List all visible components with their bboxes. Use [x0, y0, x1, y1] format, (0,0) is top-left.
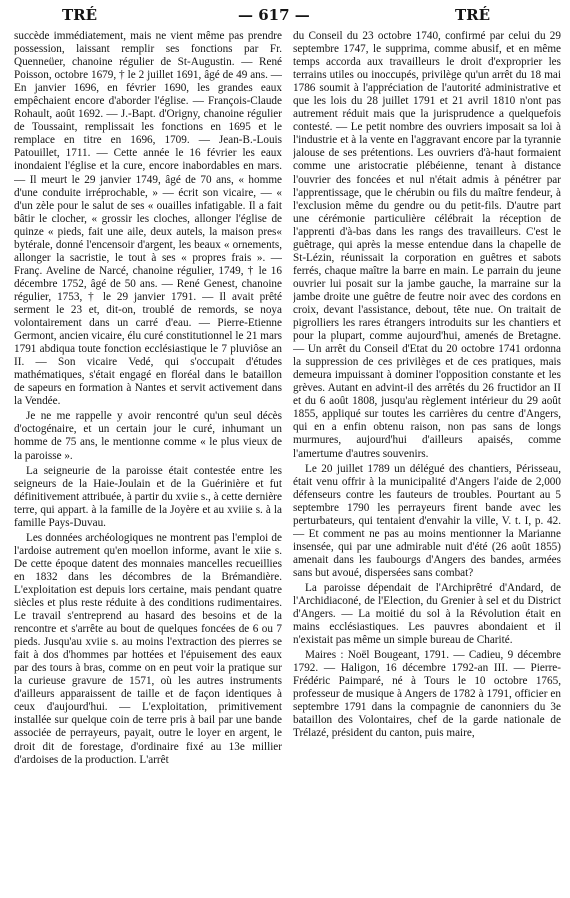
paragraph: Maires : Noël Bougeant, 1791. — Cadieu, 9 décembre 1792. — Haligon, 16 décembre 1792-an III. — Pierre-Frédéric Paimparé, né à Tours le 10 octobre 1765, professeur de musique à Angers de 1782 à 1791, officier en septembre 1791 dans la compagnie de canonniers du 3e bataillon des Volontaires, chef de la garde nationale de Trélazé, président du canton, puis maire, — [293, 649, 561, 740]
left-column — [14, 30, 282, 890]
page-number: — 617 — — [238, 6, 310, 24]
page-header — [0, 6, 570, 28]
right-column — [293, 30, 561, 890]
header-left-word: TRÉ — [62, 6, 98, 24]
paragraph: Le 20 juillet 1789 un délégué des chantiers, Périsseau, était venu offrir à la municipalité d'Angers l'aide de 2,000 défenseurs contre les fauteurs de troubles. Pourtant au 5 septembre 1790 les perrayeurs firent bande avec les perturbateurs, qui tentaient d'envahir la ville, V. t. I, p. 42. — Et comment ne pas au moins mentionner la Marianne insensée, qui par une admirable nuit d'été (26 août 1855) amenait dans les faubourgs d'Angers des bandes, armées sans but avoué, dispersées sans combat? — [293, 462, 561, 579]
paragraph: succède immédiatement, mais ne vient même pas prendre possession, laissant remplir ses fonctions par Fr. Quenneüer, chanoine régulier de St-Augustin. — René Poisson, octobre 1679, † le 2 juillet 1691, âgé de 49 ans. — En janvier 1696, en février 1690, les grandes eaux empêchaient encore d'aborder l'église. — François-Claude Rohault, août 1692. — J.-Bapt. d'Origny, chanoine régulier de Toussaint, remplissait les fonctions en 1695 et le remplace en titre en 1696, 1709. — Jean-B.-Louis Patouillet, 1711. — Cette année le 16 février les eaux inondaient l'église et la cure, encore inabordables en mars. — Il meurt le 29 janvier 1749, âgé de 70 ans, « homme d'une conduite irréprochable, » — écrit son vicaire, — « d'un zèle pour le salut de ses « ouailles infatigable. Il a fait bâtir le clocher, « grossir les cloches, allonger l'église de quinze « pieds, fait une aile, deux autels, la maison pres« bytérale, donné l'encensoir d'argent, les beaux « ornements, allonger la sacristie, le tout à ses « propres frais ». — Franç. Aveline de Narcé, chanoine régulier, 1749, † le 16 décembre 1752, âgé de 50 ans. — René Genest, chanoine régulier, 1753, † le 29 janvier 1791. — Il avait prêté serment le 23 et, dit-on, troublé de remords, se noya volontairement dans un carré d'eau. — Pierre-Etienne Germont, ancien vicaire, élu curé constitutionnel le 21 mars 1791 abdiqua toute fonction ecclésiastique le 7 pluviôse an II. — Son vicaire Vedé, qui s'occupait d'études mathématiques, s'était engagé en floréal dans le bataillon de sapeurs en formation à Nantes et servit activement dans la Vendée. — [14, 30, 282, 408]
paragraph: La seigneurie de la paroisse était contestée entre les seigneurs de la Haie-Joulain et de la Guérinière et fut définitivement attribuée, à partir du xviie s., à cette dernière terre, qui appart. à la famille de la Joyère et au xviiie s. à la famille Pays-Duvau. — [14, 464, 282, 529]
paragraph: du Conseil du 23 octobre 1740, confirmé par celui du 29 septembre 1747, le supprima, comme abusif, et en même temps accorda aux travailleurs le droit d'exproprier les terrains utiles ou inoccupés, privilège qu'un arrêt du 18 mai 1786 soumit à l'appréciation de l'autorité administrative et que les lois du 28 juillet 1791 et 21 avril 1810 n'ont pas autrement réduit mais que la jurisprudence a quelquefois contesté. — Le petit nombre des ouvriers imposait sa loi à l'industrie et à la vente en l'aggravant encore par la tyrannie jalouse de ses prétentions. Les ouvriers d'à-haut formaient comme une aristocratie plébéienne, tenant à distance l'ouvrier des foncées et nul n'était admis à pénétrer par l'apprentissage, que le chérubin ou fils du maître fendeur, à l'exclusion même du gendre ou du petit-fils. D'autre part une cérémonie particulière célébrait la réception de l'apprenti d'à-bas dans les rangs des travailleurs. C'est le guêtrage, qui après la messe entendue dans la chapelle de St-Lézin, réunissait la corporation en guêtres et sabots ferrés, chaque maître la barre en main. Le parrain du jeune ouvrier lui posait sur la jambe gauche, la marraine sur la jambe droite une guêtre de feutre noir avec des cordons en croix, devant l'assistance, debout, tête nue. On traitait de pigrolliers les rares étrangers introduits sur les chantiers et pour la plupart, comme aujourd'hui, amenés de Bretagne. — Un arrêt du Conseil d'Etat du 20 octobre 1741 ordonna la suppression de ces privilèges et de ces pratiques, mais demeura impuissant à dominer l'opposition constante et les grèves. Autant en advint-il des arrêtés du 26 fructidor an II et du 6 août 1808, jusqu'au règlement intérieur du 29 août 1855, appliqué sur toutes les carrières du centre d'Angers, qui en a enfin obtenu raison, non pas sans de longs murmures, aujourd'hui d'ailleurs apaisés, comme l'amertume d'autres souvenirs. — [293, 30, 561, 460]
paragraph: Je ne me rappelle y avoir rencontré qu'un seul décès d'octogénaire, et un certain jour le curé, inhumant un homme de 75 ans, le mentionne comme « le plus vieux de la paroisse ». — [14, 410, 282, 462]
paragraph: La paroisse dépendait de l'Archiprêtré d'Andard, de l'Archidiaconé, de l'Election, du Grenier à sel et du District d'Angers. — La moitié du sol à la Révolution était en mains ecclésiastiques. Les pauvres abondaient et il n'existait pas même un simple bureau de Charité. — [293, 581, 561, 647]
header-right-word: TRÉ — [455, 6, 491, 24]
paragraph: Les données archéologiques ne montrent pas l'emploi de l'ardoise autrement qu'en moellon informe, avant le xiie s. De cette époque datent des monnaies mancelles recueillies en 1832 dans les décombres de la Brémandière. L'exploitation est depuis lors certaine, mais pendant quatre siècles et plus reste réduite à des conditions rudimentaires. Le travail s'entreprend au hasard des besoins et de la rencontre et s'arrête au bout de quelques foncées de 6 ou 7 pieds. Jusqu'au xviie s. au moins l'extraction des pierres se fait à dos d'hommes par hottées et l'épuisement des eaux par des tours à bras, comme on en peut voir la pratique sur la curieuse gravure de 1571, où les autres instruments d'ailleurs apparaissent de taille et de façon identiques à ceux d'aujourd'hui. — L'exploitation, primitivement installée sur quelque coin de terre pris à bail par une bande associée de perrayeurs, payait, outre le loyer en argent, le droit dit de forestage, d'ordinaire fixé au 13e millier d'ardoises de la production. L'arrêt — [14, 531, 282, 766]
